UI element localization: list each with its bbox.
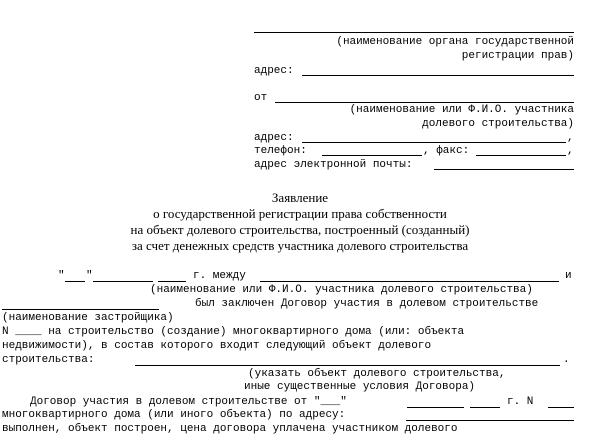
and-text: и: [565, 270, 572, 282]
contract-from: Договор участия в долевом строительстве от "___": [30, 396, 347, 408]
fulfilled-line: выполнен, объект построен, цена договора уплачена участником долевого: [2, 423, 458, 435]
address2-label: адрес:: [254, 132, 294, 144]
email-line[interactable]: [434, 169, 574, 170]
realty-line-text: недвижимости), в состав которого входит следующий объект долевого: [2, 340, 432, 352]
object-caption: (указать объект долевого строительства,: [248, 368, 506, 380]
contract-month-line[interactable]: [407, 407, 464, 408]
number-line-text: N ____ на строительство (создание) многоквартирного дома (или: объекта: [2, 326, 465, 338]
object-period: .: [563, 354, 570, 366]
date-quote-mid: ": [86, 270, 93, 282]
object-line[interactable]: [135, 365, 560, 366]
participant-name-line[interactable]: [275, 102, 574, 103]
fax-label: , факс:: [423, 145, 470, 157]
from-label: от: [254, 92, 268, 104]
email-label: адрес электронной почты:: [254, 159, 413, 171]
year-between: г. между: [193, 270, 246, 282]
address-label: адрес:: [254, 65, 294, 77]
date-quote-open: ": [58, 270, 65, 282]
title-line-1: Заявление: [271, 190, 329, 205]
developer-line[interactable]: [2, 309, 159, 310]
title-line-3: на объект долевого строительства, построенный (созданный): [130, 222, 470, 237]
house-address: многоквартирного дома (или иного объекта) по адресу:: [2, 409, 346, 421]
contract-year-line[interactable]: [470, 407, 500, 408]
contract-year-n: г. N: [507, 396, 534, 408]
address2-comma: ,: [567, 132, 574, 144]
contract-concluded: был заключен Договор участия в долевом строительстве: [195, 298, 539, 310]
construction-label: строительства:: [2, 354, 95, 366]
authority-name-line[interactable]: [254, 32, 574, 33]
month-line[interactable]: [93, 281, 153, 282]
address-line[interactable]: [302, 75, 574, 76]
contract-number-line[interactable]: [548, 407, 574, 408]
fax-comma: ,: [567, 145, 574, 157]
participant-caption-2: долевого строительства): [422, 118, 574, 130]
participant-caption: (наименование или Ф.И.О. участника: [349, 104, 574, 116]
developer-caption: (наименование застройщика): [2, 312, 174, 324]
participant-caption-body: (наименование или Ф.И.О. участника долевого строительства): [150, 284, 533, 296]
day-line[interactable]: [65, 281, 85, 282]
fax-line[interactable]: [476, 155, 566, 156]
house-address-line[interactable]: [406, 420, 574, 421]
object-caption-2: иные существенные условия Договора): [244, 381, 476, 393]
participant-line[interactable]: [260, 281, 559, 282]
authority-caption: (наименование органа государственной: [336, 36, 574, 48]
title-line-4: за счет денежных средств участника долевого строительства: [131, 238, 469, 253]
year-line[interactable]: [158, 281, 186, 282]
address2-line[interactable]: [302, 142, 566, 143]
authority-caption-2: регистрации прав): [461, 50, 574, 62]
title-line-2: о государственной регистрации права собственности: [153, 206, 447, 221]
phone-label: телефон:: [254, 145, 307, 157]
phone-line[interactable]: [322, 155, 422, 156]
